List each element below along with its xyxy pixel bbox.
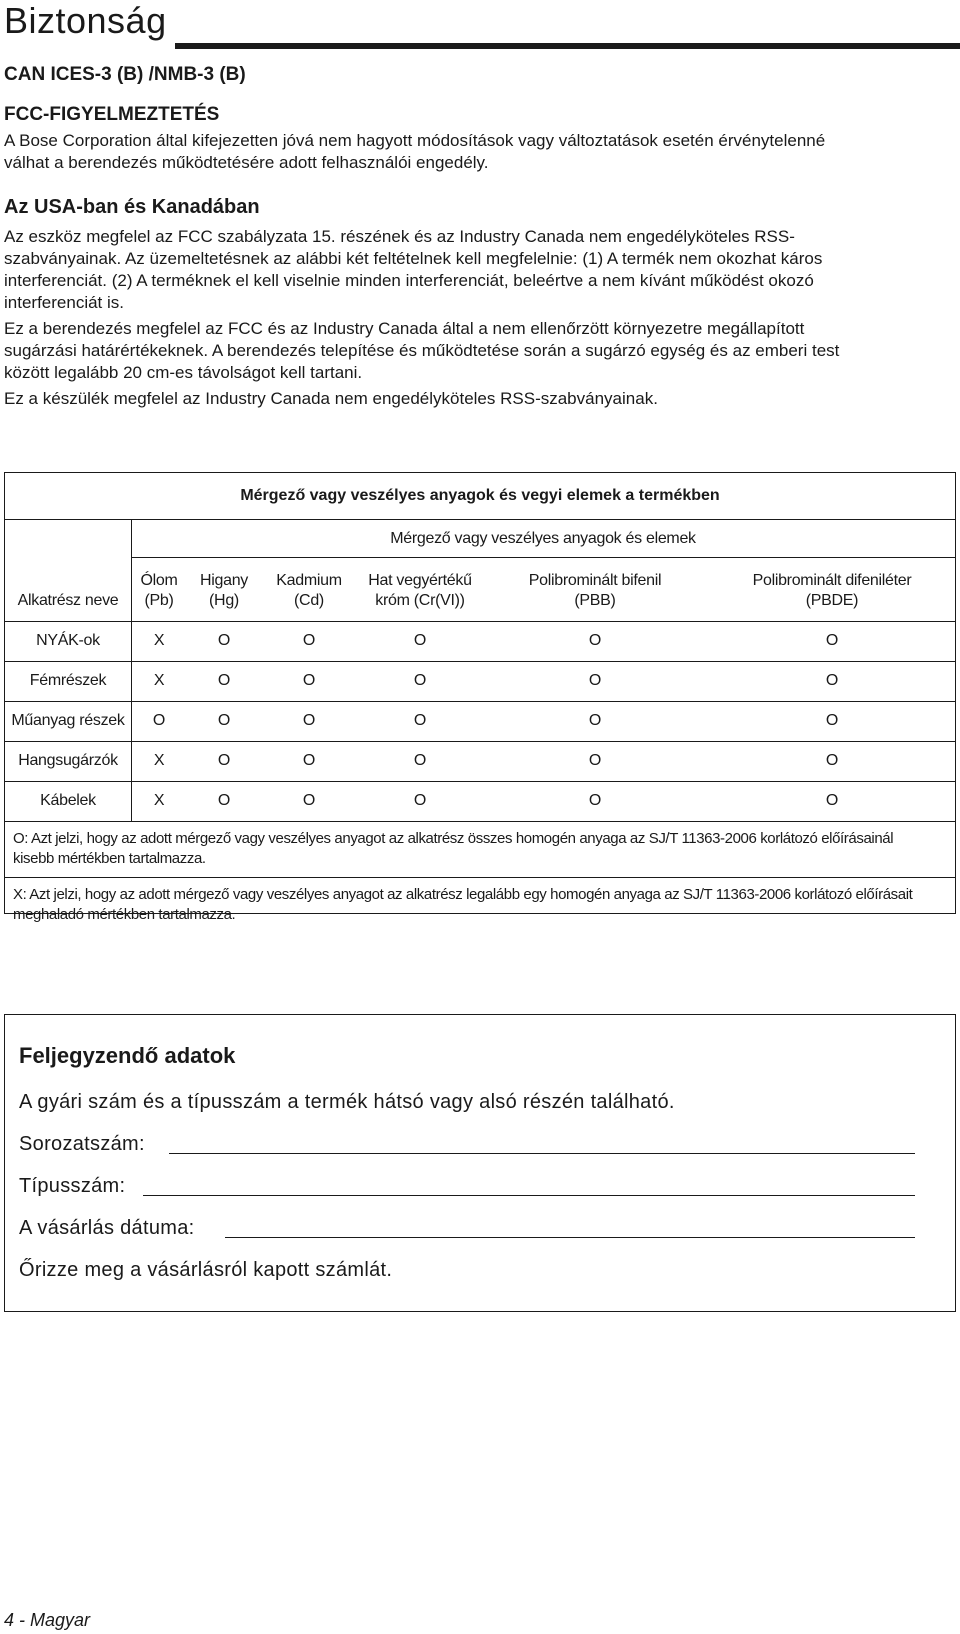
certification-heading: CAN ICES-3 (B) /NMB-3 (B): [4, 64, 246, 85]
header-cadmium: Kadmium (Cd): [276, 572, 342, 609]
header-lead: Ólom (Pb): [140, 572, 178, 609]
row-value: O: [152, 712, 166, 729]
row-value: O: [588, 712, 602, 729]
row-value: O: [217, 632, 231, 649]
table-divider: [5, 741, 955, 742]
header-chromium: Hat vegyértékű króm (Cr(VI)): [368, 572, 472, 609]
row-value: O: [302, 672, 316, 689]
table-divider: [131, 519, 132, 821]
keep-receipt-text: Őrizze meg a vásárlásról kapott számlát.: [19, 1259, 393, 1281]
header-pbde: Polibrominált difeniléter (PBDE): [752, 572, 912, 609]
header-mercury: Higany (Hg): [199, 572, 248, 609]
row-value: O: [217, 752, 231, 769]
usa-p2-line-1: Ez a berendezés megfelel az FCC és az Industry Canada által a nem ellenőrzött környezetre megállapított: [4, 319, 805, 338]
page-title: Biztonság: [4, 0, 167, 41]
header-substances: Mérgező vagy veszélyes anyagok és elemek: [390, 530, 696, 547]
note-x-line-1: X: Azt jelzi, hogy az adott mérgező vagy veszélyes anyagot az alkatrész legalább egy homogén anyaga az SJ/T 11363-2006 korlátozó előírásait: [13, 886, 913, 903]
record-title: Feljegyzendő adatok: [19, 1043, 236, 1068]
table-divider: [5, 781, 955, 782]
row-value: X: [153, 672, 165, 689]
row-value: O: [825, 712, 839, 729]
usa-p1-line-4: interferenciát is.: [4, 293, 124, 312]
record-info-box: [4, 1014, 956, 1312]
row-value: O: [302, 632, 316, 649]
usa-p2-line-3: között legalább 20 cm-es távolságot kell tartani.: [4, 363, 363, 382]
header-pbb: Polibrominált bifenil (PBB): [528, 572, 662, 609]
row-value: O: [413, 672, 427, 689]
table-divider: [5, 821, 955, 822]
row-name: Hangsugárzók: [18, 752, 118, 769]
row-value: O: [217, 712, 231, 729]
page-footer: 4 - Magyar: [4, 1610, 91, 1630]
serial-number-label: Sorozatszám:: [19, 1133, 145, 1155]
row-value: O: [302, 752, 316, 769]
title-rule: [175, 43, 960, 49]
row-value: O: [825, 792, 839, 809]
row-name: Kábelek: [40, 792, 96, 809]
note-o-line-2: kisebb mértékben tartalmazza.: [13, 850, 206, 867]
model-number-field[interactable]: [143, 1195, 915, 1196]
table-divider: [5, 701, 955, 702]
table-divider: [131, 557, 955, 558]
row-value: X: [153, 792, 165, 809]
table-divider: [5, 621, 955, 622]
fcc-text-line-2: válhat a berendezés működtetésére adott felhasználói engedély.: [4, 153, 489, 172]
row-value: O: [413, 792, 427, 809]
row-value: O: [825, 632, 839, 649]
row-value: O: [588, 672, 602, 689]
hazardous-substances-table: [4, 472, 956, 923]
note-x-line-2: meghaladó mértékben tartalmazza.: [13, 906, 236, 923]
row-value: O: [217, 792, 231, 809]
row-value: X: [153, 752, 165, 769]
row-value: O: [302, 712, 316, 729]
table-divider: [5, 661, 955, 662]
model-number-label: Típusszám:: [19, 1175, 126, 1197]
usa-p2-line-2: sugárzási határértékeknek. A berendezés telepítése és működtetése során a sugárzó egység és az emberi test: [4, 341, 840, 360]
row-value: O: [302, 792, 316, 809]
table-divider: [5, 877, 955, 878]
row-value: O: [413, 632, 427, 649]
row-value: O: [588, 752, 602, 769]
row-name: Műanyag részek: [11, 712, 125, 729]
row-value: O: [413, 712, 427, 729]
purchase-date-field[interactable]: [225, 1237, 915, 1238]
header-part-name: Alkatrész neve: [17, 592, 119, 609]
usa-p3: Ez a készülék megfelel az Industry Canada nem engedélyköteles RSS-szabványainak.: [4, 389, 658, 408]
fcc-text-line-1: A Bose Corporation által kifejezetten jóvá nem hagyott módosítások vagy változtatások esetén érvénytelenné: [4, 131, 826, 150]
serial-number-field[interactable]: [169, 1153, 915, 1154]
row-value: O: [588, 792, 602, 809]
usa-canada-heading: Az USA-ban és Kanadában: [4, 196, 260, 218]
row-value: O: [413, 752, 427, 769]
usa-p1-line-2: szabványainak. Az üzemeltetésnek az alábbi két feltételnek kell megfelelnie: (1) A termék nem okozhat káros: [4, 249, 823, 268]
row-name: Fémrészek: [29, 672, 107, 689]
usa-p1-line-3: interferenciát. (2) A terméknek el kell viselnie minden interferenciát, beleértve a nem kívánt működést okozó: [4, 271, 814, 290]
note-o-line-1: O: Azt jelzi, hogy az adott mérgező vagy veszélyes anyagot az alkatrész összes homogén anyaga az SJ/T 11363-2006 korlátozó előírásainál: [13, 830, 894, 847]
purchase-date-label: A vásárlás dátuma:: [19, 1217, 195, 1239]
record-intro: A gyári szám és a típusszám a termék hátsó vagy alsó részén található.: [19, 1091, 675, 1113]
row-value: X: [153, 632, 165, 649]
row-value: O: [825, 752, 839, 769]
fcc-heading: FCC-FIGYELMEZTETÉS: [4, 104, 220, 125]
table-title: Mérgező vagy veszélyes anyagok és vegyi elemek a termékben: [240, 487, 720, 504]
row-value: O: [588, 632, 602, 649]
usa-p1-line-1: Az eszköz megfelel az FCC szabályzata 15. részének és az Industry Canada nem engedélyköteles RSS-: [4, 227, 795, 246]
row-name: NYÁK-ok: [36, 632, 100, 649]
table-divider: [5, 519, 955, 520]
row-value: O: [217, 672, 231, 689]
row-value: O: [825, 672, 839, 689]
